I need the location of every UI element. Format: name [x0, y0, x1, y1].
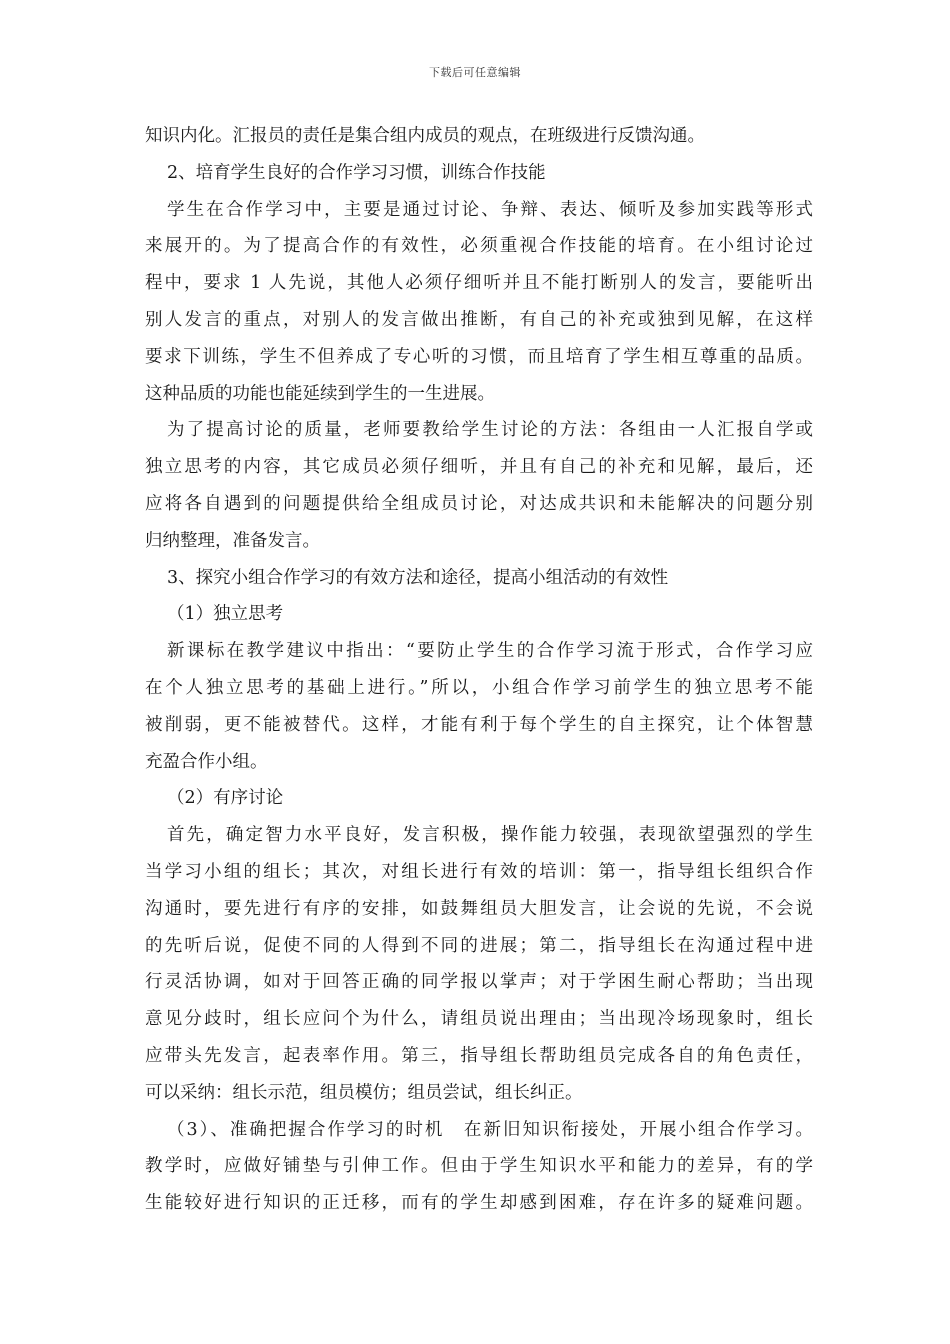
page-header: 下载后可任意编辑 [429, 66, 521, 79]
text-line: 沟通时，要先进行有序的安排，如鼓舞组员大胆发言，让会说的先说，不会说 [145, 898, 813, 919]
text-line: 新课标在教学建议中指出：“要防止学生的合作学习流于形式，合作学习应 [167, 641, 813, 662]
text-line: 要求下训练，学生不但养成了专心听的习惯，而且培育了学生相互尊重的品质。 [145, 346, 813, 367]
text-line: 应将各自遇到的问题提供给全组成员讨论，对达成共识和未能解决的问题分别 [145, 493, 813, 514]
text-line: 应带头先发言，起表率作用。第三，指导组长帮助组员完成各自的角色责任， [145, 1045, 813, 1066]
text-line: （3）、准确把握合作学习的时机 在新旧知识衔接处，开展小组合作学习。 [167, 1119, 813, 1140]
text-line: 别人发言的重点，对别人的发言做出推断，有自己的补充或独到见解，在这样 [145, 309, 813, 330]
text-line: 2、培育学生良好的合作学习习惯，训练合作技能 [167, 162, 546, 183]
text-line: 意见分歧时，组长应问个为什么，请组员说出理由；当出现冷场现象时，组长 [145, 1009, 813, 1030]
text-line: 来展开的。为了提高合作的有效性，必须重视合作技能的培育。在小组讨论过 [145, 236, 813, 257]
text-line: 的先听后说，促使不同的人得到不同的进展；第二，指导组长在沟通过程中进 [145, 935, 813, 956]
text-line: 独立思考的内容，其它成员必须仔细听，并且有自己的补充和见解，最后，还 [145, 457, 813, 478]
text-line: 可以采纳：组长示范，组员模仿；组员尝试，组长纠正。 [145, 1082, 583, 1103]
text-line: 充盈合作小组。 [145, 751, 268, 772]
text-line: 学生在合作学习中，主要是通过讨论、争辩、表达、倾听及参加实践等形式 [167, 199, 813, 220]
text-line: 在个人独立思考的基础上进行。”所以，小组合作学习前学生的独立思考不能 [145, 677, 813, 698]
text-line: 程中，要求 1 人先说，其他人必须仔细听并且不能打断别人的发言，要能听出 [145, 273, 813, 294]
text-line: 当学习小组的组长；其次，对组长进行有效的培训：第一，指导组长组织合作 [145, 861, 813, 882]
text-line: 教学时，应做好铺垫与引伸工作。但由于学生知识水平和能力的差异，有的学 [145, 1156, 813, 1177]
document-body [145, 118, 813, 1222]
text-line: 首先，确定智力水平良好，发言积极，操作能力较强，表现欲望强烈的学生 [167, 825, 813, 846]
text-line: 生能较好进行知识的正迁移，而有的学生却感到困难，存在许多的疑难问题。 [145, 1193, 813, 1214]
text-line: 行灵活协调，如对于回答正确的同学报以掌声；对于学困生耐心帮助；当出现 [145, 972, 813, 993]
text-line: 3、探究小组合作学习的有效方法和途径，提高小组活动的有效性 [167, 567, 669, 588]
text-line: 为了提高讨论的质量，老师要教给学生讨论的方法：各组由一人汇报自学或 [167, 420, 813, 441]
text-line: 归纳整理，准备发言。 [145, 530, 320, 551]
text-line: 这种品质的功能也能延续到学生的一生进展。 [145, 383, 495, 404]
text-line: 被削弱，更不能被替代。这样，才能有利于每个学生的自主探究，让个体智慧 [145, 714, 813, 735]
text-line: 知识内化。汇报员的责任是集合组内成员的观点，在班级进行反馈沟通。 [145, 126, 705, 146]
text-line: （2）有序讨论 [167, 788, 284, 809]
text-line: （1）独立思考 [167, 604, 284, 625]
